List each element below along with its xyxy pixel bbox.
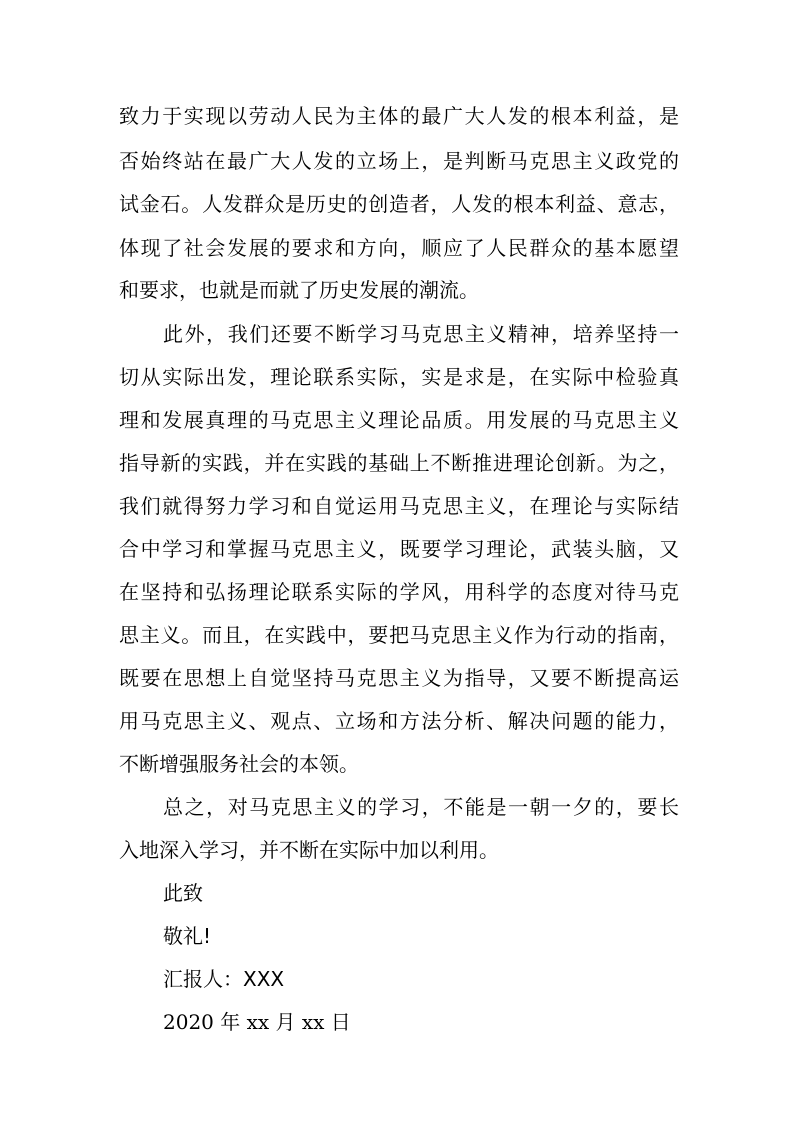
paragraph-3-line-1: 总之，对马克思主义的学习，不能是一朝一夕的，要长	[163, 795, 679, 819]
paragraph-1-line-5: 和要求，也就是而就了历史发展的潮流。	[119, 278, 479, 302]
paragraph-2-line-11: 不断增强服务社会的本领。	[119, 752, 359, 776]
closing-date: 2020 年 xx 月 xx 日	[163, 1010, 351, 1034]
closing-reporter: 汇报人：XXX	[163, 967, 285, 991]
paragraph-1-line-1: 致力于实现以劳动人民为主体的最广大人发的根本利益，是	[119, 104, 679, 128]
paragraph-2-line-1: 此外，我们还要不断学习马克思主义精神，培养坚持一	[163, 322, 679, 346]
paragraph-2-line-8: 思主义。而且，在实践中，要把马克思主义作为行动的指南，	[119, 623, 679, 647]
paragraph-1-line-4: 体现了社会发展的要求和方向，顺应了人民群众的基本愿望	[119, 236, 679, 260]
paragraph-2-line-7: 在坚持和弘扬理论联系实际的学风，用科学的态度对待马克	[119, 580, 679, 604]
paragraph-2-line-2: 切从实际出发，理论联系实际，实是求是，在实际中检验真	[119, 365, 679, 389]
paragraph-1-line-3: 试金石。人发群众是历史的创造者，人发的根本利益、意志，	[119, 192, 679, 216]
paragraph-2-line-4: 指导新的实践，并在实践的基础上不断推进理论创新。为之，	[119, 451, 679, 475]
paragraph-2-line-9: 既要在思想上自觉坚持马克思主义为指导，又要不断提高运	[119, 666, 679, 690]
paragraph-1-line-2: 否始终站在最广大人发的立场上，是判断马克思主义政党的	[119, 149, 679, 173]
closing-respect: 敬礼!	[163, 924, 212, 948]
paragraph-2-line-6: 合中学习和掌握马克思主义，既要学习理论，武装头脑，又	[119, 537, 679, 561]
closing-salutation: 此致	[163, 881, 203, 905]
paragraph-2-line-10: 用马克思主义、观点、立场和方法分析、解决问题的能力，	[119, 709, 679, 733]
paragraph-2-line-3: 理和发展真理的马克思主义理论品质。用发展的马克思主义	[119, 408, 679, 432]
paragraph-3-line-2: 入地深入学习，并不断在实际中加以利用。	[119, 838, 499, 862]
paragraph-2-line-5: 我们就得努力学习和自觉运用马克思主义，在理论与实际结	[119, 494, 679, 518]
